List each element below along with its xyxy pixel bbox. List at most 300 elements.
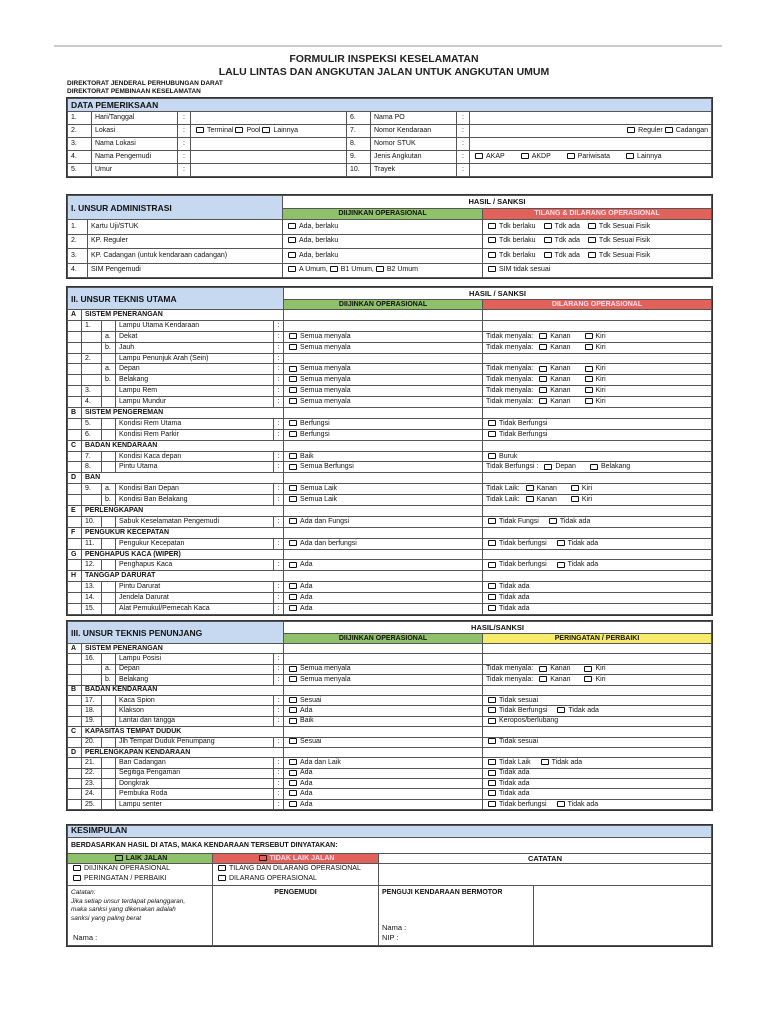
item-sub [102,353,116,364]
bad-option[interactable] [483,484,712,495]
field-number: 8. [347,138,371,151]
top-divider [54,45,722,47]
option-label: Terminal [207,127,234,134]
item-sub [102,582,116,593]
ok-option[interactable] [284,397,483,408]
checkbox[interactable] [539,398,547,404]
ok-option [284,320,483,331]
option-label: Kanan [536,496,557,504]
item-sub [102,799,116,809]
blank [68,799,82,809]
bad-option[interactable] [483,364,712,375]
field-colon: : [457,125,470,138]
bad-option[interactable] [483,664,712,674]
bad-option[interactable] [483,386,712,397]
bad-option[interactable] [483,737,712,747]
checkbox[interactable] [571,485,579,491]
item-number: 3. [68,249,88,264]
item-number: 24. [82,789,102,799]
bad-option[interactable] [483,768,712,778]
field-label: Nomor Kendaraan [371,125,457,138]
checkbox[interactable] [488,697,496,703]
ok-option[interactable] [284,789,483,799]
checkbox[interactable] [289,759,297,765]
teknis-hasil-header: HASIL / SANKSI [284,288,712,300]
bad-option[interactable] [483,418,712,429]
checkbox[interactable] [488,790,496,796]
checkbox[interactable] [557,562,565,568]
checkbox[interactable] [289,540,297,546]
bad-option[interactable] [483,604,712,615]
checkbox[interactable] [488,801,496,807]
checkbox[interactable] [73,875,81,881]
checkbox[interactable] [588,223,596,229]
checkbox[interactable] [73,865,81,871]
ok-option[interactable] [284,768,483,778]
ok-option[interactable] [284,664,483,674]
bad-option[interactable] [483,758,712,768]
ok-option[interactable] [284,342,483,353]
checkbox[interactable] [289,453,297,459]
ok-option[interactable] [284,758,483,768]
checkbox[interactable] [488,420,496,426]
ok-option[interactable] [284,484,483,495]
checkbox[interactable] [488,252,496,258]
tidak-laik-checkbox[interactable] [259,855,267,861]
ok-option[interactable] [284,593,483,604]
checkbox[interactable] [289,594,297,600]
bad-option [483,654,712,664]
opt-tilang[interactable]: TILANG DAN DILARANG OPERASIONAL [216,864,375,874]
item-sub: a. [102,364,116,375]
checkbox[interactable] [488,605,496,611]
checkbox[interactable] [544,223,552,229]
field-value[interactable] [470,164,712,177]
ok-option[interactable] [284,604,483,615]
ok-option[interactable] [284,462,483,473]
category-name: TANGGAP DARURAT [82,571,284,582]
checkbox[interactable] [571,496,579,502]
option-label: Ada [300,604,313,612]
ok-option[interactable] [284,799,483,809]
checkbox[interactable] [539,366,547,372]
checkbox[interactable] [289,398,297,404]
item-sub [102,695,116,705]
checkbox[interactable] [488,223,496,229]
option-label: Ada [300,800,313,808]
checkbox[interactable] [376,266,384,272]
field-value[interactable] [191,112,347,125]
checkbox[interactable] [262,127,270,133]
bad-option[interactable] [483,451,712,462]
item-label: Penghapus Kaca [116,560,274,571]
checkbox[interactable] [585,376,593,382]
checkbox[interactable] [590,464,598,470]
bad-option[interactable] [483,789,712,799]
ok-option[interactable] [284,418,483,429]
checkbox[interactable] [289,518,297,524]
ok-option[interactable] [284,538,483,549]
bad-options [483,234,712,249]
field-label: Nama PO [371,112,457,125]
checkbox[interactable] [549,518,557,524]
checkbox[interactable] [526,496,534,502]
checkbox[interactable] [289,420,297,426]
bad-option[interactable] [483,675,712,685]
checkbox[interactable] [539,676,547,682]
item-label: Lampu Posisi [116,654,274,664]
option-label: Kiri [595,376,606,384]
checkbox[interactable] [289,366,297,372]
item-sub: a. [102,484,116,495]
item-sub [102,538,116,549]
option-label: B1 Umum, [340,266,374,274]
item-label: Klakson [116,706,274,716]
checkbox[interactable] [585,398,593,404]
item-label: Ban Cadangan [116,758,274,768]
checkbox[interactable] [330,266,338,272]
ok-blank [284,549,483,560]
checkbox[interactable] [288,252,296,258]
blank [68,716,82,726]
blank [68,654,82,664]
admin-hasil-header: HASIL / SANKSI [283,196,712,209]
ok-option [284,353,483,364]
teknis-utama-section [66,286,713,616]
teknis-bad-header: DILARANG OPERASIONAL [483,300,712,310]
option-label: Tidak berfungsi [499,539,547,547]
checkbox[interactable] [289,562,297,568]
bad-option[interactable] [483,716,712,726]
checkbox[interactable] [557,540,565,546]
checkbox[interactable] [289,583,297,589]
check-row [68,768,712,778]
checkbox[interactable] [289,801,297,807]
check-row [68,364,712,375]
checkbox[interactable] [585,366,593,372]
checkbox[interactable] [557,801,565,807]
checkbox[interactable] [288,237,296,243]
checkbox[interactable] [488,266,496,272]
check-row [68,375,712,386]
item-label: KP. Cadangan (untuk kendaraan cadangan) [88,249,283,264]
bad-option[interactable] [483,516,712,527]
checkbox[interactable] [626,153,634,159]
checkbox[interactable] [289,376,297,382]
check-row [68,320,712,331]
bad-label: Tidak menyala: [486,365,534,373]
data-row [68,164,712,177]
item-label: Dekat [116,331,274,342]
field-value[interactable] [470,138,712,151]
checkbox[interactable] [541,759,549,765]
bad-blank [483,549,712,560]
checkbox[interactable] [488,738,496,744]
checkbox[interactable] [588,237,596,243]
checkbox[interactable] [521,153,529,159]
item-sub [102,604,116,615]
item-number: 4. [68,263,88,278]
org-name-2: DIREKTORAT PEMBINAAN KESELAMATAN [67,88,201,95]
item-number [82,342,102,353]
ok-option[interactable] [284,375,483,386]
option-label: Tdk Sesuai Fisik [598,222,651,230]
option-label: Tidak Laik [499,758,531,766]
option-label: Tdk berlaku [499,237,536,245]
ok-option[interactable] [284,737,483,747]
ok-option[interactable] [284,560,483,571]
checkbox[interactable] [289,496,297,502]
checkbox[interactable] [488,594,496,600]
colon: : [274,675,284,685]
ok-blank [284,644,483,654]
check-row [68,675,712,685]
checkbox[interactable] [544,237,552,243]
item-number: 4. [82,397,102,408]
checkbox[interactable] [488,707,496,713]
checkbox[interactable] [665,127,673,133]
option-label: Ada [300,790,313,798]
field-value[interactable] [191,164,347,177]
bad-option[interactable] [483,560,712,571]
colon: : [274,737,284,747]
checkbox[interactable] [488,453,496,459]
option-label: Pool [246,127,261,134]
bad-option[interactable] [483,495,712,506]
item-label: Sabuk Keselamatan Pengemudi [116,516,274,527]
field-value[interactable] [470,125,712,138]
option-label: Cadangan [675,127,708,134]
option-label: Kanan [550,665,571,673]
option-label: Tdk ada [554,222,580,230]
bad-option[interactable] [483,695,712,705]
colon: : [274,484,284,495]
field-number: 1. [68,112,92,125]
checkbox[interactable] [289,344,297,350]
blank [68,582,82,593]
checkbox[interactable] [218,875,226,881]
checkbox[interactable] [288,223,296,229]
bad-option[interactable] [483,799,712,809]
bad-blank [483,747,712,757]
checkbox[interactable] [289,431,297,437]
item-number: 25. [82,799,102,809]
item-sub: a. [102,331,116,342]
admin-ok-header: DIIJINKAN OPERASIONAL [283,209,483,220]
option-label: Berfungsi [300,419,330,427]
bad-blank [483,506,712,517]
item-label: Depan [116,364,274,375]
checkbox[interactable] [488,759,496,765]
checkbox[interactable] [544,252,552,258]
checkbox[interactable] [288,266,296,272]
item-sub [102,418,116,429]
checkbox[interactable] [584,676,592,682]
checkbox[interactable] [289,387,297,393]
checkbox[interactable] [488,718,496,724]
checkbox[interactable] [539,666,547,672]
penunjang-title: III. UNSUR TEKNIS PENUNJANG [68,622,284,644]
checkbox[interactable] [539,387,547,393]
checkbox[interactable] [488,780,496,786]
bad-label: Tidak menyala: [486,665,534,673]
category-row [68,644,712,654]
checkbox[interactable] [488,237,496,243]
opt-dilarang[interactable]: DILARANG OPERASIONAL [216,874,375,884]
option-label: Ada [300,769,313,777]
option-label: Ada [300,594,313,602]
checkbox[interactable] [567,153,575,159]
blank [68,353,82,364]
option-label: Sesuai [300,696,322,704]
admin-bad-header: TILANG & DILARANG OPERASIONAL [483,209,712,220]
checkbox[interactable] [289,464,297,470]
field-value[interactable] [191,151,347,164]
ok-option[interactable] [284,386,483,397]
field-value[interactable] [191,138,347,151]
option-label: Kanan [550,376,571,384]
checkbox[interactable] [289,780,297,786]
ok-option[interactable] [284,695,483,705]
laik-jalan-checkbox[interactable] [115,855,123,861]
checkbox[interactable] [585,344,593,350]
bad-option[interactable] [483,429,712,440]
checkbox[interactable] [584,666,592,672]
check-row [68,593,712,604]
checkbox[interactable] [475,153,483,159]
ok-option[interactable] [284,779,483,789]
option-label: Buruk [499,452,518,460]
ok-blank [284,571,483,582]
option-label: Lainnya [637,153,662,160]
ok-option[interactable] [284,451,483,462]
checkbox[interactable] [526,485,534,491]
option-label: Tdk ada [554,251,580,259]
item-number: 1. [82,320,102,331]
checkbox[interactable] [196,127,204,133]
kesimpulan-section [66,824,713,947]
checkbox[interactable] [289,770,297,776]
checkbox[interactable] [289,790,297,796]
ok-option[interactable] [284,495,483,506]
ok-option[interactable] [284,675,483,685]
checkbox[interactable] [539,376,547,382]
category-letter: A [68,310,82,321]
checkbox[interactable] [585,333,593,339]
checkbox[interactable] [488,583,496,589]
ok-option[interactable] [284,429,483,440]
bad-option[interactable] [483,462,712,473]
checkbox[interactable] [289,605,297,611]
category-name: BADAN KENDARAAN [82,685,284,695]
catatan-field[interactable] [379,864,712,886]
bad-option[interactable] [483,331,712,342]
checkbox[interactable] [544,464,552,470]
colon: : [274,418,284,429]
checkbox[interactable] [289,676,297,682]
field-number: 6. [347,112,371,125]
bad-option[interactable] [483,593,712,604]
check-row [68,538,712,549]
checkbox[interactable] [235,127,243,133]
checkbox[interactable] [289,718,297,724]
blank [68,451,82,462]
penguji-signature[interactable] [379,886,534,946]
field-number: 10. [347,164,371,177]
ok-option[interactable] [284,516,483,527]
bad-option[interactable] [483,706,712,716]
bad-option[interactable] [483,779,712,789]
ok-option[interactable] [284,582,483,593]
tidak-laik-header[interactable]: TIDAK LAIK JALAN [213,854,379,864]
checkbox[interactable] [488,562,496,568]
option-label: Ada, berlaku [299,251,339,259]
checkbox[interactable] [289,697,297,703]
opt-diijinkan[interactable]: DIIJINKAN OPERASIONAL [71,864,209,874]
item-label: Pintu Utama [116,462,274,473]
option-label: Tidak ada [567,800,599,808]
option-label: Tidak ada [499,790,530,798]
checkbox[interactable] [539,333,547,339]
ok-option[interactable] [284,706,483,716]
bad-option [483,353,712,364]
option-label: Semua menyala [300,343,351,351]
option-label: Semua menyala [300,365,351,373]
colon: : [274,789,284,799]
ok-option[interactable] [284,331,483,342]
ok-option[interactable] [284,364,483,375]
bad-option[interactable] [483,342,712,353]
laik-jalan-header[interactable]: LAIK JALAN [68,854,213,864]
checkbox[interactable] [488,431,496,437]
opt-peringatan[interactable]: PERINGATAN / PERBAIKI [71,874,209,884]
checkbox[interactable] [289,485,297,491]
checkbox[interactable] [218,865,226,871]
checkbox[interactable] [289,707,297,713]
bad-option[interactable] [483,582,712,593]
check-row [68,779,712,789]
option-label: Tidak Berfungsi [499,419,548,427]
checkbox[interactable] [588,252,596,258]
bad-option[interactable] [483,375,712,386]
checkbox[interactable] [488,518,496,524]
category-row [68,310,712,321]
checkbox[interactable] [289,666,297,672]
option-label: Tidak ada [499,604,530,612]
checkbox[interactable] [627,127,635,133]
field-value[interactable] [470,151,712,164]
field-value[interactable] [191,125,347,138]
blank [68,604,82,615]
field-value[interactable] [470,112,712,125]
checkbox[interactable] [488,540,496,546]
bad-option[interactable] [483,538,712,549]
ok-option [284,654,483,664]
option-label: Ada dan Laik [300,758,341,766]
option-label: Kanan [550,365,571,373]
check-row [68,695,712,705]
ok-option[interactable] [284,716,483,726]
checkbox[interactable] [585,387,593,393]
option-label: Tidak berfungsi [499,800,547,808]
checkbox[interactable] [539,344,547,350]
bad-option[interactable] [483,397,712,408]
checkbox[interactable] [289,333,297,339]
checkbox[interactable] [289,738,297,744]
category-letter: B [68,408,82,419]
checkbox[interactable] [488,770,496,776]
checkbox[interactable] [557,707,565,713]
